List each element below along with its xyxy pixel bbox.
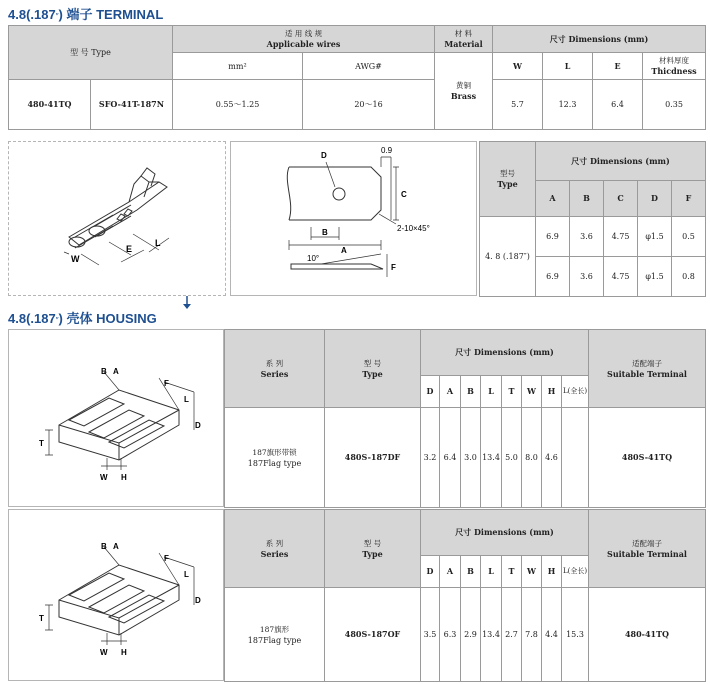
housing2-label-d: D <box>195 596 201 605</box>
type-header-en: Type <box>91 48 111 57</box>
dim-type-header-cn: 型号 <box>500 169 515 178</box>
housing-dim-cell: 6.3 <box>440 588 461 682</box>
housing-type-header-cn: 型 号 <box>363 358 382 368</box>
housing1-label-b: B <box>101 367 107 376</box>
dim-table-dims-text: 尺寸 Dimensions (mm) <box>571 155 670 166</box>
w-header: W <box>493 53 543 80</box>
series-value-cn: 187旗形带锁 <box>252 447 297 457</box>
dim-type-header-en: Type <box>497 179 518 189</box>
terminal-label-e: E <box>126 244 133 254</box>
suitable-terminal-header <box>589 330 706 408</box>
material-cell <box>435 53 493 130</box>
awg-value: 20～16 <box>303 80 435 130</box>
thickness-header <box>643 53 706 80</box>
housing-dim-cell: 13.4 <box>481 408 502 508</box>
dim-cell: 6.9 <box>536 257 570 297</box>
housing1-label-t: T <box>39 439 44 448</box>
w-value: 5.7 <box>493 80 543 130</box>
housing1-label-d: D <box>195 421 201 430</box>
housing-dim-cell: 3.2 <box>421 408 440 508</box>
housing-col-header: D <box>421 376 440 408</box>
material-header-cn: 材 料 <box>454 29 473 38</box>
housing-col-header: A <box>440 556 461 588</box>
series-header-en: Series <box>260 548 289 559</box>
housing2-label-f: F <box>164 554 169 563</box>
housing1-label-a: A <box>113 367 119 376</box>
thickness-value: 0.35 <box>643 80 706 130</box>
housing-spec-table-1 <box>224 329 706 508</box>
dim-col-header: F <box>672 181 706 217</box>
mm2-value: 0.55～1.25 <box>173 80 303 130</box>
e-header: E <box>593 53 643 80</box>
dim-label-a: A <box>341 246 347 255</box>
housing2-label-h: H <box>121 648 127 657</box>
housing-dim-cell: 13.4 <box>481 588 502 682</box>
material-en: Brass <box>450 91 477 101</box>
terminal-dimension-table <box>479 141 706 297</box>
series-value-en: 187Flag type <box>247 458 302 468</box>
housing2-label-l: L <box>184 570 189 579</box>
terminal-spec-table <box>8 25 706 130</box>
series-header <box>225 510 325 588</box>
housing-col-header: L(全长) <box>562 556 589 588</box>
terminal-heading-rest: ) 端子 TERMINAL <box>58 7 164 22</box>
housing-heading-quote: ″ <box>55 316 59 325</box>
terminal-label-l: L <box>155 238 161 248</box>
series-value <box>225 408 325 508</box>
wires-header <box>173 26 435 53</box>
housing-col-header: T <box>502 376 522 408</box>
dim-col-header: A <box>536 181 570 217</box>
housing-col-header: H <box>542 556 562 588</box>
dim-col-header: D <box>638 181 672 217</box>
housing-drawing-2 <box>9 510 223 680</box>
housing1-label-f: F <box>164 379 169 388</box>
l-header: L <box>543 53 593 80</box>
housing1-label-w: W <box>100 473 108 482</box>
dim-label-c: C <box>401 190 407 199</box>
housing-heading-size: 4.8(.187 <box>8 311 56 326</box>
terminal-dimension-drawing <box>231 142 476 295</box>
series-header <box>225 330 325 408</box>
housing-dim-cell <box>562 408 589 508</box>
housing-dim-cell: 2.9 <box>461 588 481 682</box>
terminal-isometric-drawing <box>9 142 225 295</box>
housing-dim-cell: 3.5 <box>421 588 440 682</box>
series-header-cn: 系 列 <box>265 538 284 548</box>
housing-dim-cell: 4.4 <box>542 588 562 682</box>
housing-col-header: L(全长) <box>562 376 589 408</box>
housing-drawing-panel-1 <box>8 329 224 507</box>
housing-type-value: 480S-187DF <box>325 408 421 508</box>
housing-drawing-1 <box>9 330 223 506</box>
e-value: 6.4 <box>593 80 643 130</box>
dim-cell: φ1.5 <box>638 257 672 297</box>
series-header-cn: 系 列 <box>265 358 284 368</box>
suitable-header-en: Suitable Terminal <box>607 548 687 559</box>
series-value-cn: 187旗形 <box>259 624 290 634</box>
series-header-en: Series <box>260 368 289 379</box>
l-value: 12.3 <box>543 80 593 130</box>
housing-dim-cell: 5.0 <box>502 408 522 508</box>
housing-type-value: 480S-187OF <box>325 588 421 682</box>
housing-dim-cell: 3.0 <box>461 408 481 508</box>
dim-cell: 6.9 <box>536 217 570 257</box>
housing-col-header: T <box>502 556 522 588</box>
housing-dims-text: 尺寸 Dimensions (mm) <box>455 527 554 537</box>
type-value-2: SFO-41T-187N <box>91 80 173 130</box>
terminal-heading-quote: ″ <box>55 12 59 21</box>
housing-type-header-cn: 型 号 <box>363 538 382 548</box>
dim-label-d: D <box>321 151 327 160</box>
housing-dim-cell: 7.8 <box>522 588 542 682</box>
housing-dim-cell: 6.4 <box>440 408 461 508</box>
material-header-en: Material <box>444 39 483 49</box>
housing-col-header: A <box>440 376 461 408</box>
housing-col-header: L <box>481 376 502 408</box>
dim-cell: φ1.5 <box>638 217 672 257</box>
housing1-label-h: H <box>121 473 127 482</box>
dim-type-value: 4. 8 (.187″) <box>480 217 536 297</box>
terminal-isometric-panel <box>8 141 226 296</box>
dim-cell: 4.75 <box>604 257 638 297</box>
material-cn: 黄铜 <box>456 81 471 90</box>
housing-type-header <box>325 330 421 408</box>
dim-cell: 4.75 <box>604 217 638 257</box>
type-header-cn: 型 号 <box>70 48 89 57</box>
thickness-header-cn: 材料厚度 <box>659 56 689 65</box>
dim-col-header: B <box>570 181 604 217</box>
dim-cell: 3.6 <box>570 217 604 257</box>
type-value-1: 480-41TQ <box>9 80 91 130</box>
dims-header <box>493 26 706 53</box>
housing-heading <box>8 308 157 327</box>
suitable-terminal-value: 480-41TQ <box>589 588 706 682</box>
dim-label-b: B <box>322 228 328 237</box>
suitable-header-cn: 适配端子 <box>632 538 662 548</box>
dim-table-dims-header <box>536 142 706 181</box>
thickness-header-en: Thicdness <box>651 66 697 76</box>
housing-col-header: B <box>461 376 481 408</box>
housing-type-header <box>325 510 421 588</box>
housing2-label-w: W <box>100 648 108 657</box>
housing-col-header: H <box>542 376 562 408</box>
terminal-dimension-panel <box>230 141 477 296</box>
dim-cell: 0.8 <box>672 257 706 297</box>
dim-label-f: F <box>391 263 396 272</box>
suitable-header-cn: 适配端子 <box>632 358 662 368</box>
suitable-header-en: Suitable Terminal <box>607 368 687 379</box>
housing-drawing-panel-2 <box>8 509 224 681</box>
series-value-en: 187Flag type <box>247 635 302 645</box>
housing1-label-l: L <box>184 395 189 404</box>
dim-cell: 0.5 <box>672 217 706 257</box>
material-header <box>435 26 493 53</box>
housing-col-header: D <box>421 556 440 588</box>
awg-header: AWG# <box>303 53 435 80</box>
dims-header-text: 尺寸 Dimensions (mm) <box>549 33 649 44</box>
suitable-terminal-header <box>589 510 706 588</box>
dim-cell: 3.6 <box>570 257 604 297</box>
housing-type-header-en: Type <box>362 368 383 379</box>
housing-type-header-en: Type <box>362 548 383 559</box>
housing-dim-cell: 4.6 <box>542 408 562 508</box>
arrow-down-icon <box>181 296 193 310</box>
series-value <box>225 588 325 682</box>
dim-label-chamfer: 2-10×45° <box>397 224 430 233</box>
housing-col-header: B <box>461 556 481 588</box>
terminal-label-w: W <box>71 254 80 264</box>
housing2-label-a: A <box>113 542 119 551</box>
type-header <box>9 26 173 80</box>
housing-heading-rest: ) 壳体 HOUSING <box>58 311 157 326</box>
housing-dim-cell: 15.3 <box>562 588 589 682</box>
housing-spec-table-2 <box>224 509 706 682</box>
housing-col-header: W <box>522 376 542 408</box>
mm2-header: mm² <box>173 53 303 80</box>
housing-dim-cell: 2.7 <box>502 588 522 682</box>
terminal-heading-size: 4.8(.187 <box>8 7 56 22</box>
dim-col-header: C <box>604 181 638 217</box>
housing-dims-header <box>421 510 589 556</box>
dim-type-header <box>480 142 536 217</box>
housing-col-header: L <box>481 556 502 588</box>
dim-label-angle: 10° <box>307 254 320 263</box>
housing-dim-cell: 8.0 <box>522 408 542 508</box>
suitable-terminal-value: 480S-41TQ <box>589 408 706 508</box>
housing-col-header: W <box>522 556 542 588</box>
housing-dims-text: 尺寸 Dimensions (mm) <box>455 347 554 357</box>
wires-header-cn: 适 用 线 规 <box>284 29 323 38</box>
wires-header-en: Applicable wires <box>266 39 341 49</box>
housing2-label-b: B <box>101 542 107 551</box>
terminal-heading <box>8 4 163 23</box>
dim-label-thickness: 0.9 <box>381 146 393 155</box>
housing2-label-t: T <box>39 614 44 623</box>
housing-dims-header <box>421 330 589 376</box>
